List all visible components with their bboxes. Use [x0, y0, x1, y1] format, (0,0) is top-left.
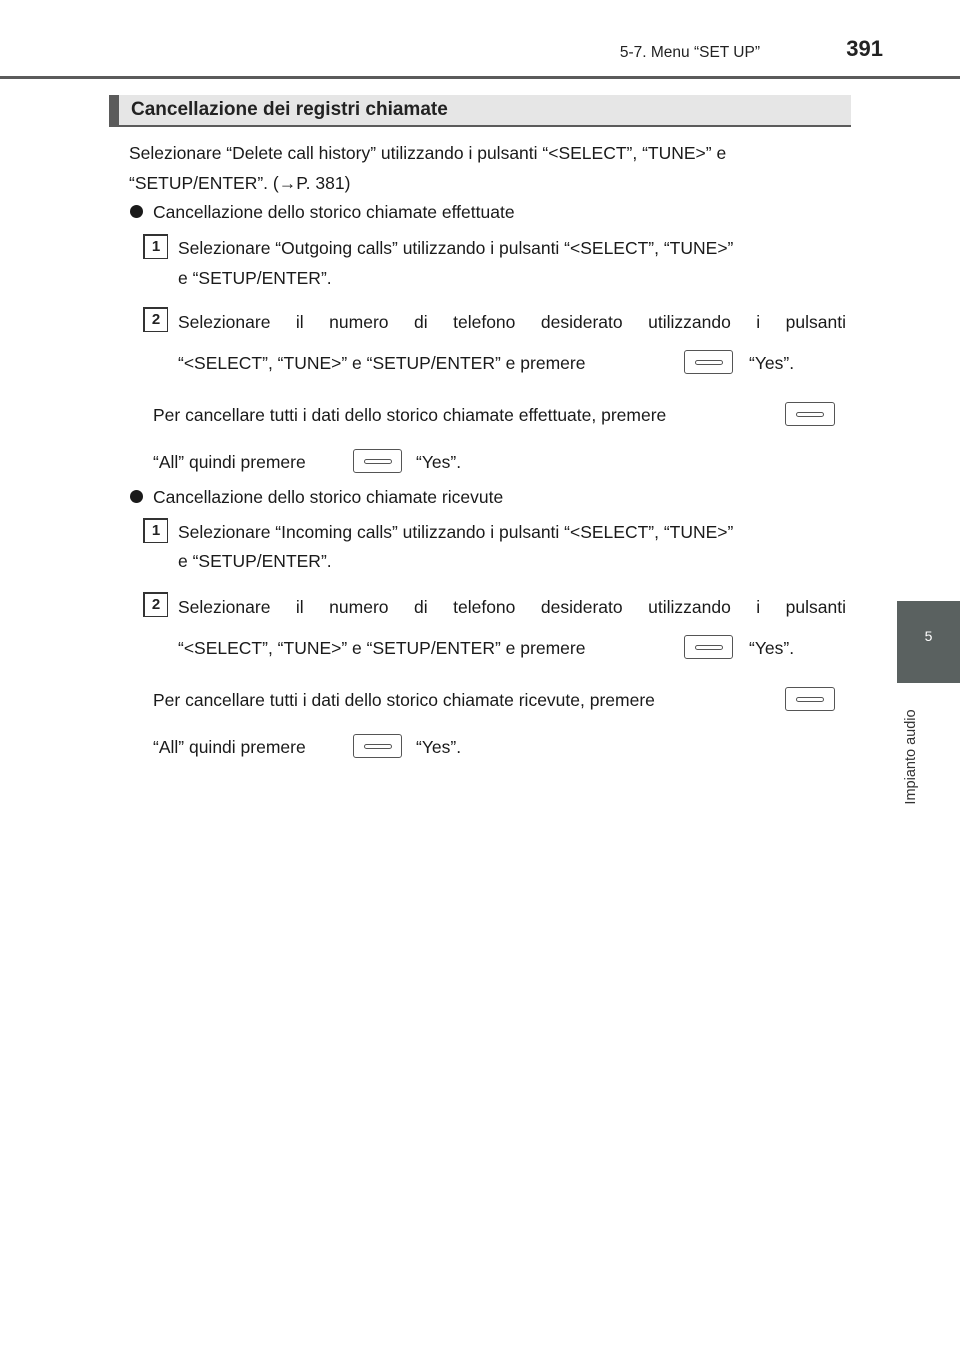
header-section-title: 5-7. Menu “SET UP”: [619, 44, 760, 61]
preset-button-icon: [353, 449, 402, 473]
incoming-note-yes: “Yes”.: [416, 737, 462, 757]
preset-button-icon: [785, 402, 835, 426]
outgoing-note-line2: “All” quindi premere: [153, 452, 306, 472]
step-1-badge: 1: [143, 518, 168, 543]
outgoing-step2-line1: Selezionare il numero di telefono desiderato utilizzando i pulsanti: [178, 312, 846, 332]
step-1-badge: 1: [143, 234, 168, 259]
incoming-note-line2: “All” quindi premere: [153, 737, 306, 757]
outgoing-note-yes: “Yes”.: [416, 452, 462, 472]
chapter-number: 5: [924, 628, 933, 644]
incoming-step1-line1: Selezionare “Incoming calls” utilizzando i pulsanti “<SELECT”, “TUNE>”: [178, 522, 734, 542]
intro-line-1: Selezionare “Delete call history” utilizzando i pulsanti “<SELECT”, “TUNE>” e: [129, 143, 727, 163]
incoming-step2-line2: “<SELECT”, “TUNE>” e “SETUP/ENTER” e premere: [178, 638, 586, 658]
outgoing-step2-line2: “<SELECT”, “TUNE>” e “SETUP/ENTER” e premere: [178, 353, 586, 373]
step-2-badge: 2: [143, 592, 168, 617]
bullet-icon: [130, 490, 143, 503]
incoming-heading: Cancellazione dello storico chiamate ricevute: [153, 487, 504, 507]
incoming-step1-line2: e “SETUP/ENTER”.: [178, 551, 332, 571]
preset-button-icon: [684, 350, 733, 374]
incoming-step2-yes: “Yes”.: [749, 638, 795, 658]
incoming-note-line1: Per cancellare tutti i dati dello storico chiamate ricevute, premere: [153, 690, 655, 710]
intro-line-2: “SETUP/ENTER”. (→P. 381): [129, 173, 351, 193]
bullet-icon: [130, 205, 143, 218]
preset-button-icon: [684, 635, 733, 659]
header-divider: [0, 76, 960, 79]
incoming-step2-line1: Selezionare il numero di telefono desiderato utilizzando i pulsanti: [178, 597, 846, 617]
section-title: Cancellazione dei registri chiamate: [109, 95, 851, 127]
chapter-title-vertical: [896, 692, 922, 822]
preset-button-icon: [353, 734, 402, 758]
outgoing-note-line1: Per cancellare tutti i dati dello storico chiamate effettuate, premere: [153, 405, 667, 425]
step-2-badge: 2: [143, 307, 168, 332]
page-number: 391: [846, 36, 883, 61]
outgoing-step2-yes: “Yes”.: [749, 353, 795, 373]
chapter-title: Impianto audio: [903, 709, 919, 805]
preset-button-icon: [785, 687, 835, 711]
outgoing-step1-line1: Selezionare “Outgoing calls” utilizzando i pulsanti “<SELECT”, “TUNE>”: [178, 238, 734, 258]
outgoing-step1-line2: e “SETUP/ENTER”.: [178, 268, 332, 288]
outgoing-heading: Cancellazione dello storico chiamate effettuate: [153, 202, 515, 222]
